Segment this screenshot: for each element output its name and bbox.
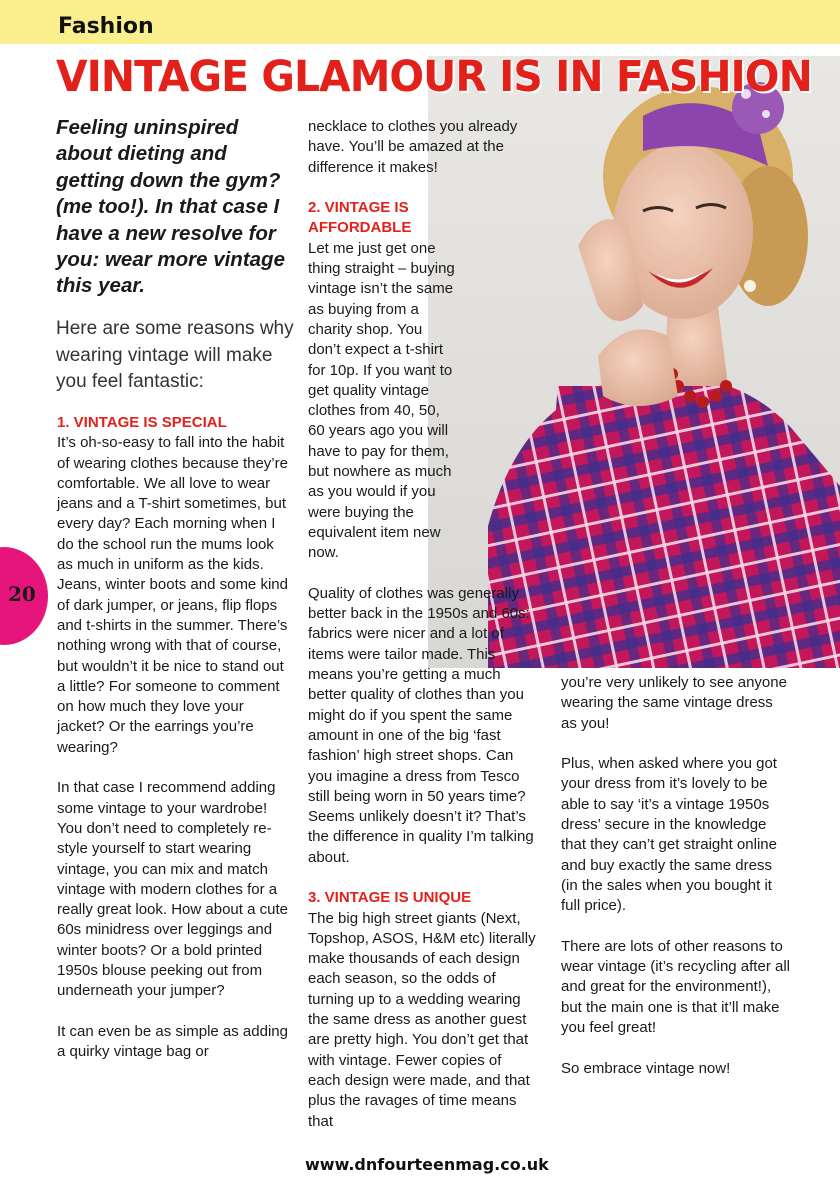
paragraph: There are lots of other reasons to wear vintage (it’s recycling after all and great for the environment!), but the main one is that it’ll make you feel great!	[561, 937, 790, 1037]
article-column-2	[308, 117, 538, 1152]
article-column-3	[561, 673, 791, 1099]
paragraph: Plus, when asked where you got your dress from it’s lovely to be able to say ‘it’s a vintage 1950s dress’ secure in the knowledge that they can’t get straight online and buy exactly the same dress (in the sales when you bought it full price).	[561, 755, 777, 915]
paragraph: It’s oh-so-easy to fall into the habit of wearing clothes because they’re comfortable. We all love to wear jeans and a T-shirt sometimes, but every day? Each morning when I do the school run the mums look as much in uniform as the kids. Jeans, winter boots and some kind of dark jumper, or jeans, flip flops and t-shirts in the summer. There’s nothing wrong with that of course, but wouldn’t it be nice to stand out a little? For someone to comment on how much they love your jacket? Or the earrings you’re wearing?	[57, 434, 288, 756]
page-number: 20	[8, 582, 36, 606]
headline: VINTAGE GLAMOUR IS IN FASHION	[56, 52, 812, 102]
paragraph: The big high street giants (Next, Topshop, ASOS, H&M etc) literally make thousands of each design each season, so the odds of turning up to a wedding wearing the same dress as another guest are pretty high. You don’t get that with vintage. Fewer copies of each design were made, and that plus the ravages of time means that	[308, 909, 536, 1130]
footer-website-link[interactable]: www.dnfourteenmag.co.uk	[305, 1155, 549, 1174]
subheading-affordable: 2. VINTAGE IS AFFORDABLE	[308, 199, 412, 237]
paragraph: Let me just get one thing straight – buying vintage isn’t the same as buying from a charity shop. You don’t expect a t-shirt for 10p. If you want to get quality vintage clothes from 40, 50, 60 years ago you will have to pay for them, but nowhere as much as you would if you were buying the equivalent item new now.	[308, 239, 455, 562]
paragraph: Quality of clothes was generally better back in the 1950s and 60s: fabrics were nicer and a lot of items were tailor made. This means you’re getting a much better quality of clothes than you might do if you spent the same amount in one of the big ‘fast fashion’ high street shops. Can you imagine a dress from Tesco still being worn in 50 years time? Seems unlikely doesn’t it? That’s the difference in quality I’m talking about.	[308, 584, 534, 866]
article-column-1	[57, 413, 292, 1083]
lead-text: Here are some reasons why wearing vintage will make you feel fantastic:	[56, 318, 294, 392]
paragraph: So embrace vintage now!	[561, 1059, 731, 1077]
paragraph: necklace to clothes you already have. You’ll be amazed at the difference it makes!	[308, 118, 518, 176]
subheading-special: 1. VINTAGE IS SPECIAL	[57, 414, 227, 431]
intro-text: Feeling uninspired about dieting and getting down the gym? (me too!). In that case I have a new resolve for you: wear more vintage this year.	[56, 116, 285, 298]
paragraph: you’re very unlikely to see anyone wearing the same vintage dress as you!	[561, 674, 787, 732]
section-label: Fashion	[58, 14, 154, 39]
paragraph: In that case I recommend adding some vintage to your wardrobe! You don’t need to completely re-style yourself to start wearing vintage, you can mix and match vintage with modern clothes for a really great look. How about a cute 60s minidress over leggings and winter boots? Or a bold printed 1950s blouse peeking out from underneath your jumper?	[57, 779, 288, 1000]
subheading-unique: 3. VINTAGE IS UNIQUE	[308, 889, 472, 907]
paragraph: It can even be as simple as adding a quirky vintage bag or	[57, 1022, 288, 1061]
